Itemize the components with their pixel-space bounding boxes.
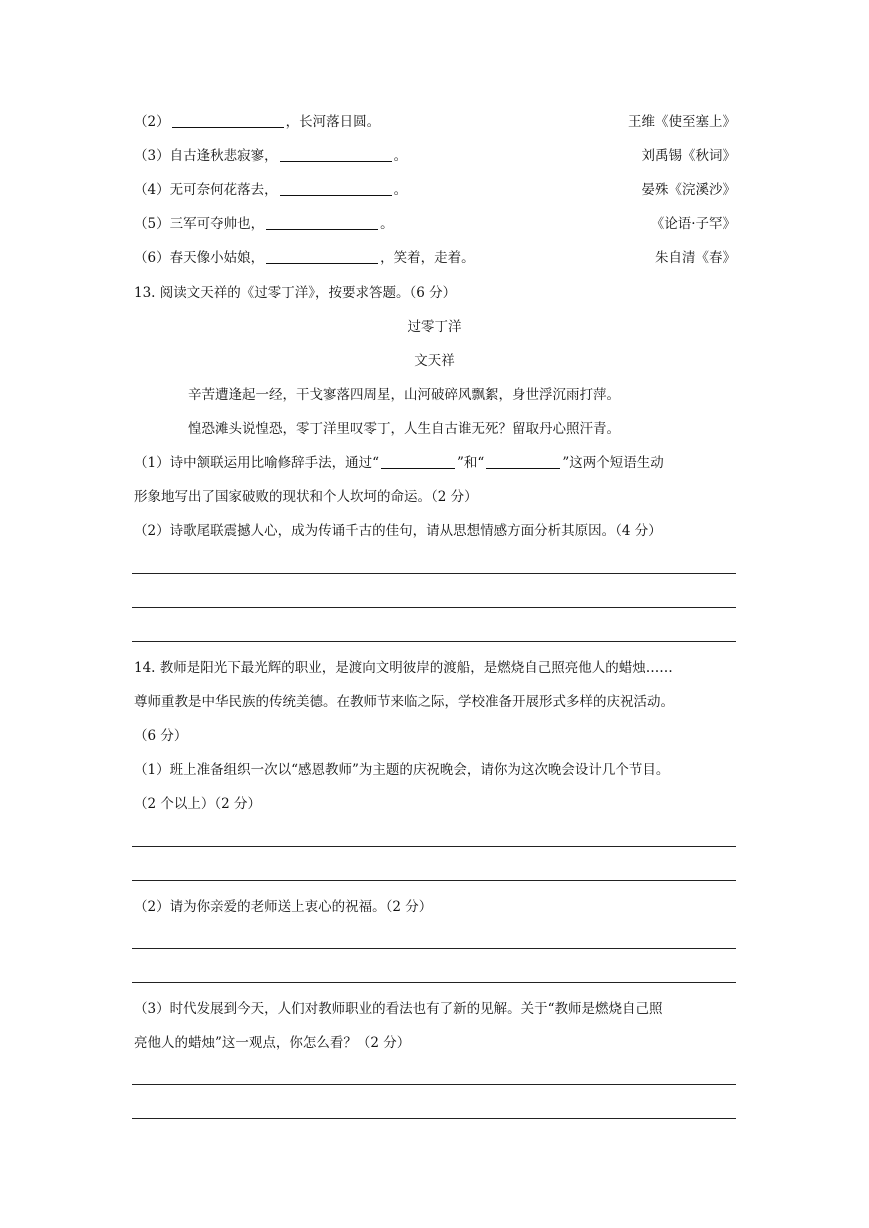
- answer-line[interactable]: [132, 1084, 736, 1085]
- blank-item-3: [134, 146, 407, 166]
- item-number: （6）: [134, 250, 170, 266]
- answer-line[interactable]: [132, 948, 736, 949]
- answer-blank[interactable]: [280, 181, 392, 196]
- answer-line[interactable]: [132, 880, 736, 881]
- poem-line-2: 惶恐滩头说惶恐，零丁洋里叹零丁，人生自古谁无死？留取丹心照汗青。: [188, 421, 620, 437]
- sub1-text-b: ”和“: [457, 455, 485, 471]
- question-14-sub3-cont: 亮他人的蜡烛”这一观点，你怎么看？（2 分）: [134, 1035, 411, 1051]
- item-text-before: 自古逢秋悲寂寥，: [169, 148, 278, 164]
- answer-line[interactable]: [132, 641, 736, 642]
- sub1-text-c: ”这两个短语生动: [562, 455, 664, 471]
- question-13-sub2: （2）诗歌尾联震撼人心，成为传诵千古的佳句，请从思想情感方面分析其原因。（4 分）: [134, 523, 662, 539]
- item-text-after: ，笑着，走着。: [380, 250, 475, 266]
- question-14-stem-line-3: （6 分）: [134, 728, 188, 744]
- answer-line[interactable]: [132, 1118, 736, 1119]
- blank-item-4: [134, 180, 407, 200]
- source-citation: 《论语·子罕》: [650, 216, 736, 232]
- question-14-sub2: （2）请为你亲爱的老师送上衷心的祝福。（2 分）: [134, 899, 433, 915]
- answer-line[interactable]: [132, 573, 736, 574]
- question-14-stem-line-1: 14. 教师是阳光下最光辉的职业，是渡向文明彼岸的渡船，是燃烧自己照亮他人的蜡烛……: [134, 660, 673, 676]
- answer-blank[interactable]: [381, 454, 455, 469]
- question-13-sub1: [134, 453, 664, 473]
- item-text-before: 无可奈何花落去，: [169, 182, 278, 198]
- poem-title: 过零丁洋: [407, 319, 462, 335]
- item-number: （2）: [134, 114, 170, 130]
- item-text-before: 三军可夺帅也，: [169, 216, 265, 232]
- sub1-text-a: （1）诗中颔联运用比喻修辞手法，通过“: [134, 455, 379, 471]
- blank-item-5: [134, 214, 394, 234]
- question-13-stem: 13. 阅读文天祥的《过零丁洋》，按要求答题。（6 分）: [134, 285, 457, 301]
- answer-blank[interactable]: [266, 249, 378, 264]
- poem-author: 文天祥: [414, 353, 455, 369]
- question-14-sub3: （3）时代发展到今天，人们对教师职业的看法也有了新的见解。关于“教师是燃烧自己照: [134, 1001, 663, 1017]
- source-citation: 朱自清《春》: [655, 250, 736, 266]
- blank-item-2: [134, 112, 380, 132]
- question-14-stem-line-2: 尊师重教是中华民族的传统美德。在教师节来临之际，学校准备开展形式多样的庆祝活动。: [134, 694, 674, 710]
- item-number: （5）: [134, 216, 170, 232]
- source-citation: 晏殊《浣溪沙》: [641, 182, 736, 198]
- answer-line[interactable]: [132, 982, 736, 983]
- item-number: （4）: [134, 182, 170, 198]
- source-citation: 王维《使至塞上》: [628, 114, 736, 130]
- question-14-sub1: （1）班上准备组织一次以“感恩教师”为主题的庆祝晚会，请你为这次晚会设计几个节目。: [134, 762, 670, 778]
- poem-line-1: 辛苦遭逢起一经，干戈寥落四周星，山河破碎风飘絮，身世浮沉雨打萍。: [188, 387, 620, 403]
- item-text-after: 。: [380, 216, 394, 232]
- item-number: （3）: [134, 148, 170, 164]
- source-citation: 刘禹锡《秋词》: [641, 148, 736, 164]
- answer-blank[interactable]: [266, 215, 378, 230]
- answer-blank[interactable]: [172, 113, 284, 128]
- blank-item-6: [134, 248, 475, 268]
- item-text-before: 春天像小姑娘，: [169, 250, 265, 266]
- item-text-after: ，长河落日圆。: [285, 114, 381, 130]
- question-14-sub1-cont: （2 个以上）（2 分）: [134, 796, 262, 812]
- question-13-sub1-cont: 形象地写出了国家破败的现状和个人坎坷的命运。（2 分）: [134, 489, 478, 505]
- item-text-after: 。: [393, 148, 408, 164]
- answer-line[interactable]: [132, 607, 736, 608]
- answer-blank[interactable]: [280, 147, 392, 162]
- answer-blank[interactable]: [486, 454, 560, 469]
- answer-line[interactable]: [132, 846, 736, 847]
- item-text-after: 。: [393, 182, 408, 198]
